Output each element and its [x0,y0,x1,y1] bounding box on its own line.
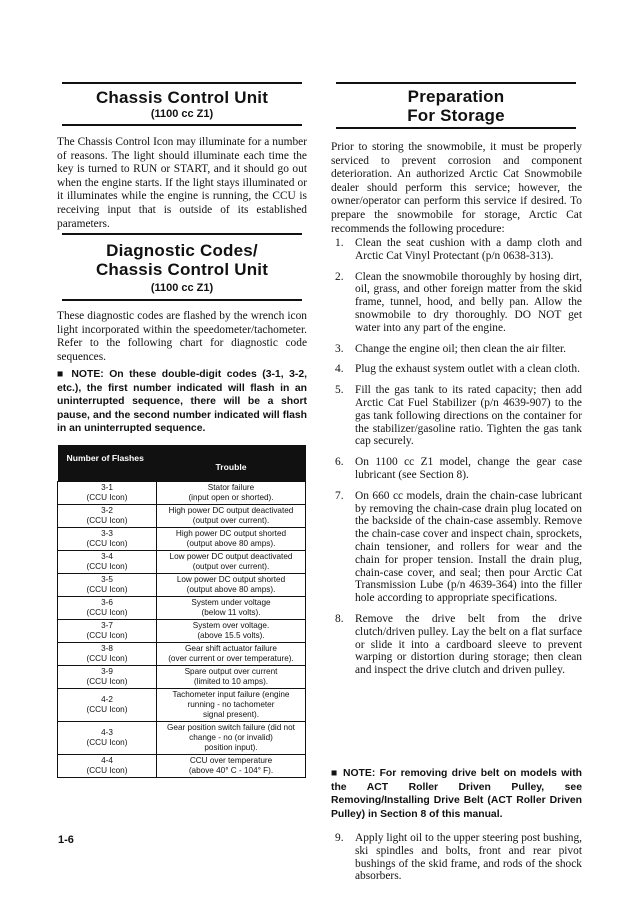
heading-subtitle: (1100 cc Z1) [150,108,214,120]
step-text: Clean the snowmobile thoroughly by hosing dirt, oil, grass, and other foreign matter from the skid frame, tunnel, hood, and belly pan. Allow the snowmobile to dry thoroughly. DO NOT get water into any part of the engine. [355,270,582,334]
table-row [58,597,306,620]
step-item [331,832,582,883]
step-text: On 660 cc models, drain the chain-case lubricant by removing the chain-case drain plug located on the backside of the chain-case assembly. Remove the chain-case cover and inspect chain, sprockets, chain tensioner, and rollers for wear and the chain for proper tension. Install the drain plug, chain-case cover, and seal; then pour Arctic Cat Transmission Lube (p/n 4639-364) into the filler hole according to appropriate specifications. [355,489,582,605]
step-text: On 1100 cc Z1 model, change the gear case lubricant (see Section 8). [355,456,582,481]
flashes-cell: 3-3 (CCU Icon) [58,528,157,551]
diagnostic-codes-table [57,445,306,778]
page-number: 1-6 [58,834,74,846]
chassis-control-paragraph: The Chassis Control Icon may illuminate for a number of reasons. The light should illuminate each time the key is turned to RUN or START, and it should go out when the engine starts. If the light stays illuminated or it illuminates while the engine is running, the CCU is receiving input that is outside of its established parameters. [57,136,307,230]
table-row [58,482,306,505]
step-item [331,613,582,677]
trouble-cell: High power DC output deactivated (output over current). [157,505,306,528]
step-text: Change the engine oil; then clean the air filter. [355,342,566,355]
flashes-cell: 3-6 (CCU Icon) [58,597,157,620]
flashes-cell: 3-9 (CCU Icon) [58,666,157,689]
step-number: 5. [335,384,344,397]
step-text: Fill the gas tank to its rated capacity; then add Arctic Cat Fuel Stabilizer (p/n 4639-907) to the gas tank following directions on the container for the stabilizer/gasoline ratio. Tighten the gas tank cap securely. [355,384,582,448]
step-number: 4. [335,363,344,376]
flashes-cell: 3-5 (CCU Icon) [58,574,157,597]
step-number: 6. [335,456,344,469]
heading-title-line1: Diagnostic Codes/ [106,241,258,260]
step-item [331,363,582,376]
flashes-cell: 4-3 (CCU Icon) [58,722,157,755]
heading-title-line2: For Storage [407,106,505,125]
step-number: 8. [335,612,344,625]
trouble-cell: High power DC output shorted (output above 80 amps). [157,528,306,551]
step-item [331,271,582,335]
step-number: 7. [335,489,344,502]
table-row [58,689,306,722]
step-text: Clean the seat cushion with a damp cloth and Arctic Cat Vinyl Protectant (p/n 0638-313). [355,237,582,262]
chassis-control-unit-heading [62,82,302,126]
header-trouble: Trouble [157,445,306,482]
diagnostic-note: ■ NOTE: On these double-digit codes (3-1, 3-2, etc.), the first number indicated will flash in an uninterrupted sequence, there will be a short pause, and the second number indicated will flash in an uninterrupted sequence. [57,369,307,435]
flashes-cell: 3-1 (CCU Icon) [58,482,157,505]
flashes-cell: 3-2 (CCU Icon) [58,505,157,528]
step-text: Plug the exhaust system outlet with a clean cloth. [355,363,580,376]
table-row [58,574,306,597]
step-item [331,343,582,356]
diagnostic-codes-heading [62,233,302,301]
storage-intro-paragraph: Prior to storing the snowmobile, it must be properly serviced to prevent corrosion and component deterioration. An authorized Arctic Cat Snowmobile dealer should perform this service; however, the owner/operator can perform this service if desired. To prepare the snowmobile for storage, Arctic Cat recommends the following procedure: [331,141,582,235]
trouble-cell: Gear shift actuator failure (over current or over temperature). [157,643,306,666]
storage-steps-list [331,237,582,685]
trouble-cell: CCU over temperature (above 40° C - 104° F). [157,755,306,778]
trouble-cell: Tachometer input failure (engine running - no tachometer signal present). [157,689,306,722]
flashes-cell: 4-2 (CCU Icon) [58,689,157,722]
diagnostic-codes-paragraph: These diagnostic codes are flashed by the wrench icon light incorporated within the speedometer/tachometer. Refer to the following chart for diagnostic code sequences. [57,310,307,363]
table-row [58,755,306,778]
step-item [331,384,582,448]
trouble-cell: Low power DC output shorted (output above 80 amps). [157,574,306,597]
table-row [58,551,306,574]
heading-subtitle: (1100 cc Z1) [150,282,214,294]
flashes-cell: 3-7 (CCU Icon) [58,620,157,643]
storage-steps-list-continued [331,832,582,891]
step-number: 2. [335,270,344,283]
step-number: 1. [335,237,344,249]
trouble-cell: Low power DC output deactivated (output over current). [157,551,306,574]
step-item [331,490,582,605]
trouble-cell: System over voltage. (above 15.5 volts). [157,620,306,643]
drive-belt-note: ■ NOTE: For removing drive belt on models with the ACT Roller Driven Pulley, see Removing/Installing Drive Belt (ACT Roller Driven Pulley) in Section 8 of this manual. [331,768,582,820]
flashes-cell: 4-4 (CCU Icon) [58,755,157,778]
table-row [58,643,306,666]
step-text: Remove the drive belt from the drive clutch/driven pulley. Lay the belt on a flat surface or slide it into a cardboard sleeve to prevent warping or distortion during storage; then clean and inspect the drive clutch and driven pulley. [355,612,582,677]
flashes-cell: 3-8 (CCU Icon) [58,643,157,666]
preparation-for-storage-heading [336,82,576,129]
step-item [331,237,582,263]
trouble-cell: Spare output over current (limited to 10 amps). [157,666,306,689]
step-text: Apply light oil to the upper steering post bushing, ski spindles and bolts, front and rear pivot bushings of the skid frame, and rods of the shock absorbers. [355,832,582,883]
table-row [58,666,306,689]
header-number-of-flashes: Number of Flashes [58,445,157,482]
trouble-cell: System under voltage (below 11 volts). [157,597,306,620]
step-number: 3. [335,342,344,355]
table-row [58,528,306,551]
heading-title-line2: Chassis Control Unit [95,260,269,279]
table-row [58,505,306,528]
step-item [331,456,582,482]
trouble-cell: Gear position switch failure (did not change - no (or invalid) position input). [157,722,306,755]
table-row [58,722,306,755]
flashes-cell: 3-4 (CCU Icon) [58,551,157,574]
trouble-cell: Stator failure (input open or shorted). [157,482,306,505]
heading-title: Chassis Control Unit [95,88,269,107]
table-header-row [58,445,306,482]
step-number: 9. [335,832,344,844]
heading-title-line1: Preparation [407,87,505,106]
table-row [58,620,306,643]
